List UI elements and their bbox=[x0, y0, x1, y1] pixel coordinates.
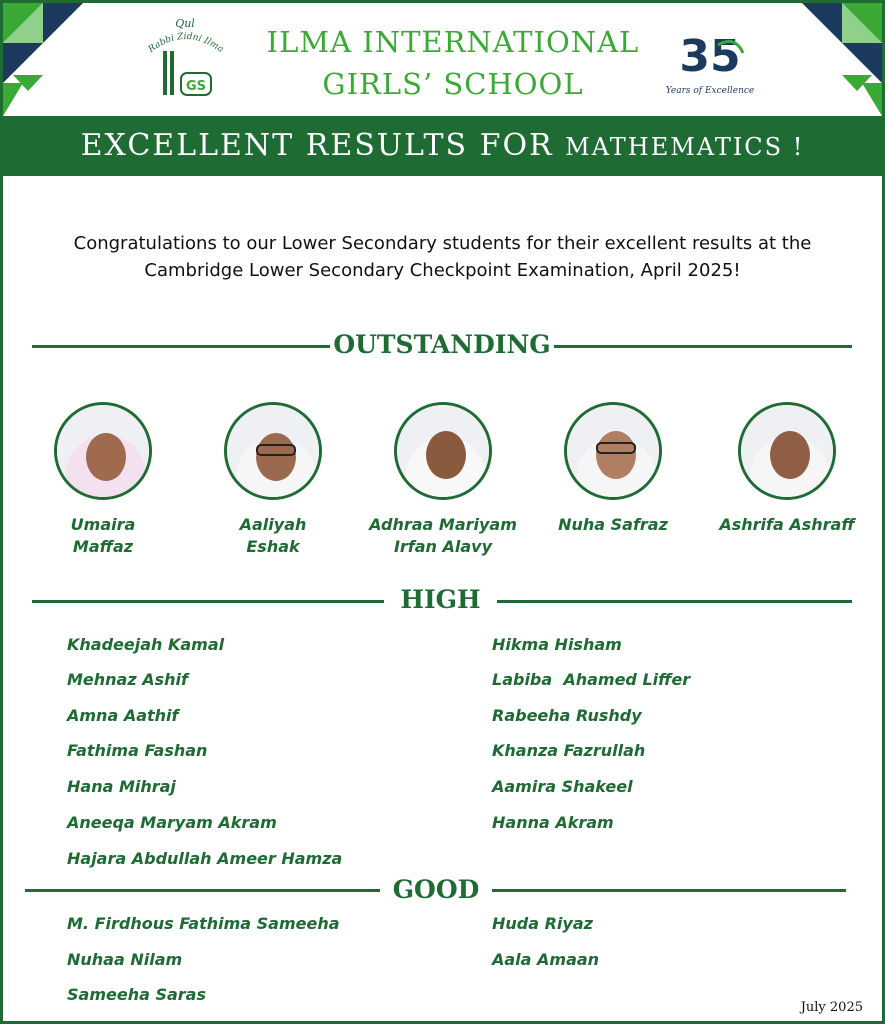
good-student-name: Huda Riyaz bbox=[492, 914, 593, 933]
page-title-subject: MATHEMATICS ! bbox=[565, 133, 805, 161]
student-photo bbox=[564, 402, 662, 500]
student-name-line1: Aaliyah bbox=[239, 515, 307, 534]
student-photo bbox=[738, 402, 836, 500]
student-photo bbox=[54, 402, 152, 500]
high-student-name: Hajara Abdullah Ameer Hamza bbox=[67, 849, 343, 868]
crest-initials: GS bbox=[185, 79, 207, 94]
student-card bbox=[538, 402, 688, 536]
school-name bbox=[253, 21, 653, 105]
good-heading: GOOD bbox=[380, 875, 492, 904]
anniversary-number: 35 bbox=[679, 31, 741, 82]
anniversary-logo bbox=[663, 23, 758, 103]
student-name-line2: Eshak bbox=[246, 537, 300, 556]
outstanding-heading: OUTSTANDING bbox=[330, 330, 554, 359]
student-name-line1: Adhraa Mariyam bbox=[369, 515, 517, 534]
school-name-line1: ILMA INTERNATIONAL bbox=[266, 25, 640, 59]
outstanding-rule-right bbox=[552, 345, 852, 348]
student-photo bbox=[224, 402, 322, 500]
intro-line1: Congratulations to our Lower Secondary students for their excellent results at the bbox=[73, 233, 812, 254]
good-rule-right bbox=[492, 889, 846, 892]
student-name-line1: Ashrifa Ashraff bbox=[719, 515, 855, 534]
crest-text-motto: Rabbi Zidni Ilma bbox=[146, 31, 226, 55]
intro-line2: Cambridge Lower Secondary Checkpoint Examination, April 2025! bbox=[144, 260, 741, 281]
student-name-line2: Irfan Alavy bbox=[393, 537, 493, 556]
high-student-name: Amna Aathif bbox=[67, 706, 179, 725]
intro-text bbox=[20, 230, 865, 284]
high-student-name: Mehnaz Ashif bbox=[67, 670, 188, 689]
header bbox=[3, 3, 882, 116]
good-student-name: Nuhaa Nilam bbox=[67, 950, 183, 969]
anniversary-tagline: Years of Excellence bbox=[665, 86, 755, 96]
student-name-line1: Umaira bbox=[70, 515, 136, 534]
school-crest-logo bbox=[143, 13, 228, 103]
high-student-name: Khanza Fazrullah bbox=[492, 741, 646, 760]
student-name-line2: Maffaz bbox=[72, 537, 134, 556]
good-rule-left bbox=[25, 889, 380, 892]
high-student-name: Hikma Hisham bbox=[492, 635, 622, 654]
student-name-line1: Nuha Safraz bbox=[558, 515, 668, 534]
outstanding-rule-left bbox=[32, 345, 332, 348]
high-student-name: Hana Mihraj bbox=[67, 777, 176, 796]
good-student-name: M. Firdhous Fathima Sameeha bbox=[67, 914, 340, 933]
high-rule-right bbox=[497, 600, 852, 603]
high-student-name: Rabeeha Rushdy bbox=[492, 706, 642, 725]
page-title-main: EXCELLENT RESULTS FOR bbox=[80, 128, 566, 163]
good-student-name: Sameeha Saras bbox=[67, 985, 206, 1004]
high-student-name: Labiba Ahamed Liffer bbox=[492, 670, 691, 689]
student-photo bbox=[394, 402, 492, 500]
high-heading: HIGH bbox=[384, 585, 497, 614]
student-card bbox=[368, 402, 518, 558]
student-card bbox=[712, 402, 862, 536]
high-student-name: Fathima Fashan bbox=[67, 741, 208, 760]
high-student-name: Hanna Akram bbox=[492, 813, 614, 832]
high-student-name: Aneeqa Maryam Akram bbox=[67, 813, 277, 832]
decorative-triangles-left bbox=[3, 3, 83, 116]
high-student-name: Khadeejah Kamal bbox=[67, 635, 225, 654]
good-student-name: Aala Amaan bbox=[492, 950, 600, 969]
high-rule-left bbox=[32, 600, 384, 603]
student-card bbox=[198, 402, 348, 558]
page-title-bar bbox=[3, 116, 882, 176]
date-label: July 2025 bbox=[800, 1000, 863, 1015]
high-student-name: Aamira Shakeel bbox=[492, 777, 633, 796]
decorative-triangles-right bbox=[802, 3, 882, 116]
school-name-line2: GIRLS’ SCHOOL bbox=[322, 67, 584, 101]
crest-text-qul: Qul bbox=[175, 17, 195, 30]
student-card bbox=[28, 402, 178, 558]
